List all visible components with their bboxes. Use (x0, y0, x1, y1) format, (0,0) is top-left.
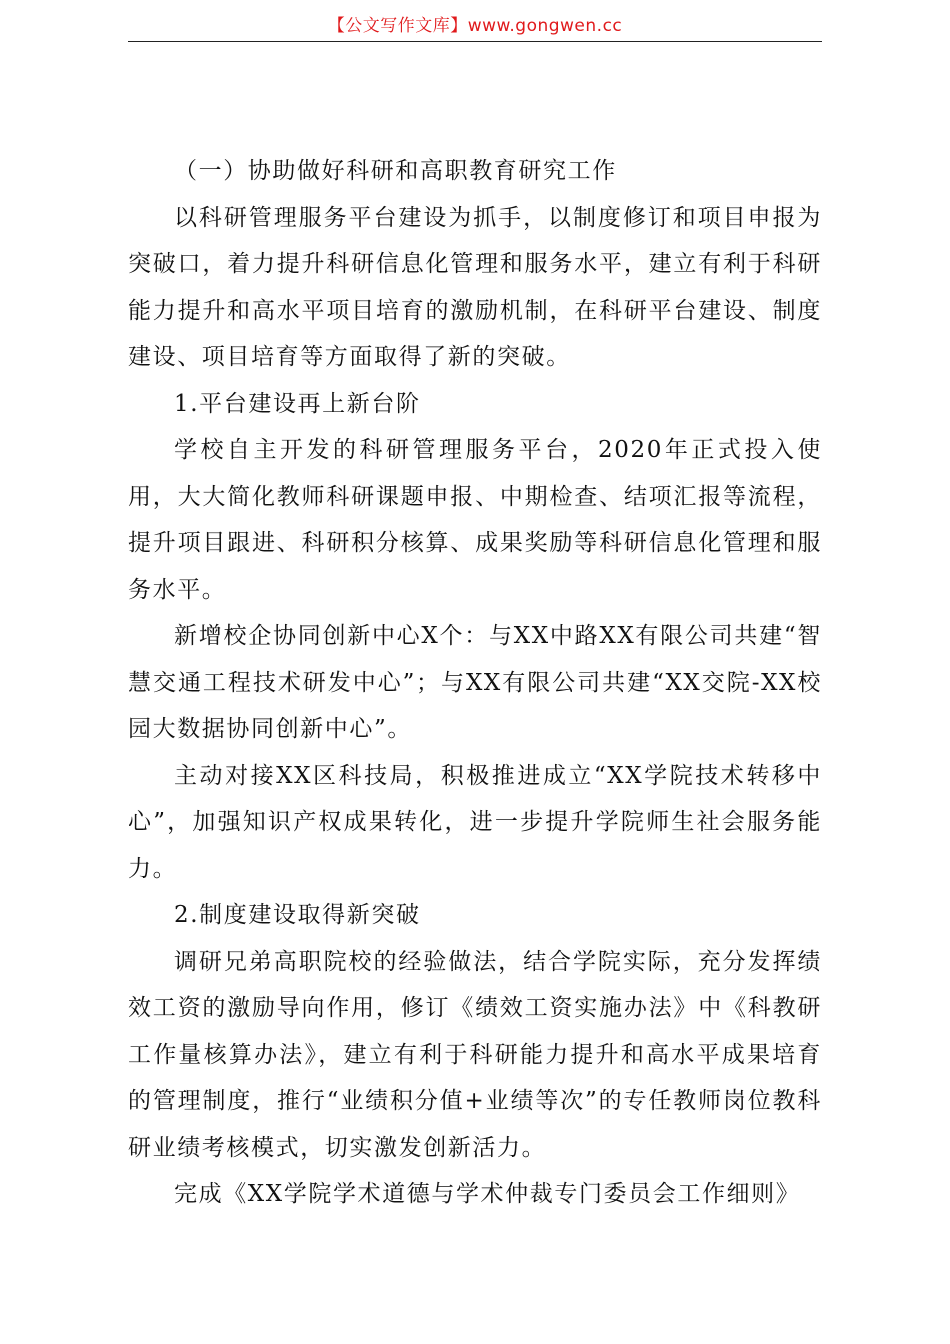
subsection-1-paragraph-1: 学校自主开发的科研管理服务平台，2020年正式投入使用，大大简化教师科研课题申报、中期检查、结项汇报等流程，提升项目跟进、科研积分核算、成果奖励等科研信息化管理和服务水平。 (128, 437, 822, 603)
subsection-1-paragraph-2: 新增校企协同创新中心X个：与XX中路XX有限公司共建“智慧交通工程技术研发中心”；与XX有限公司共建“XX交院-XX校园大数据协同创新中心”。 (128, 623, 822, 742)
subsection-2-title: 2.制度建设取得新突破 (174, 902, 421, 928)
document-body (128, 148, 822, 1218)
section-title: （一）协助做好科研和高职教育研究工作 (174, 158, 617, 184)
subsection-2-paragraph-1: 调研兄弟高职院校的经验做法，结合学院实际，充分发挥绩效工资的激励导向作用，修订《绩效工资实施办法》中《科教研工作量核算办法》，建立有利于科研能力提升和高水平成果培育的管理制度，推行“业绩积分值+业绩等次”的专任教师岗位教科研业绩考核模式，切实激发创新活力。 (128, 948, 822, 1161)
subsection-2-paragraph-2: 完成《XX学院学术道德与学术仲裁专门委员会工作细则》 (174, 1181, 801, 1207)
intro-paragraph: 以科研管理服务平台建设为抓手，以制度修订和项目申报为突破口，着力提升科研信息化管理和服务水平，建立有利于科研能力提升和高水平项目培育的激励机制，在科研平台建设、制度建设、项目培育等方面取得了新的突破。 (128, 204, 822, 370)
header-divider (128, 41, 822, 42)
subsection-1-paragraph-3: 主动对接XX区科技局，积极推进成立“XX学院技术转移中心”，加强知识产权成果转化，进一步提升学院师生社会服务能力。 (128, 762, 822, 882)
subsection-1-title: 1.平台建设再上新台阶 (174, 390, 421, 417)
page-header-source: 【公文写作文库】www.gongwen.cc (327, 16, 623, 36)
